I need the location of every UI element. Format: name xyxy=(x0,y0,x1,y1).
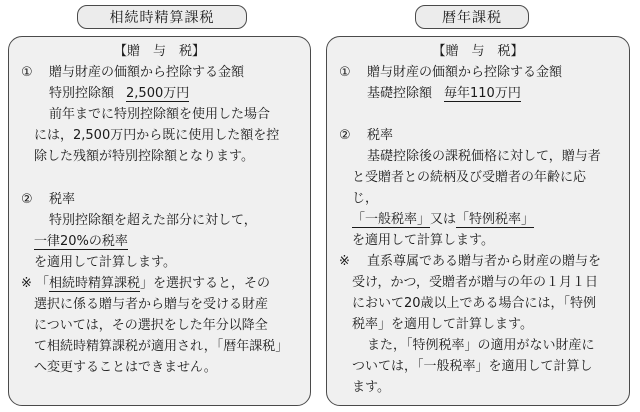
right-note-line: ついては，「一般税率」を適用して計算し xyxy=(352,359,593,374)
right-note-line: 税率」を適用して計算します。 xyxy=(352,317,533,332)
right-note-line: 直系尊属である贈与者から財産の贈与を xyxy=(367,254,602,269)
right-note-line: また，「特例税率」の適用がない財産に xyxy=(367,338,595,353)
right-note-line: ます。 xyxy=(352,380,390,395)
left-sec2-title: 税率 xyxy=(49,192,76,207)
left-deduction-row xyxy=(49,84,189,105)
seisan-kazei-panel xyxy=(8,36,311,406)
left-sec1-marker: ① xyxy=(21,65,33,80)
right-rate-tail: を適用して計算します。 xyxy=(352,233,494,248)
left-note-first-line xyxy=(36,274,270,295)
left-para1-line: には，2,500万円から既に使用した額を控 xyxy=(34,128,280,143)
right-sec2-title: 税率 xyxy=(367,128,394,143)
left-note-first-underlined: 相続時精算課税 xyxy=(49,276,141,291)
right-rate-line: 基礎控除後の課税価格に対して，贈与者 xyxy=(367,149,601,164)
right-rate-choice-a: 「一般税率」 xyxy=(352,212,431,227)
tab-rekinen-kazei-label: 暦年課税 xyxy=(442,10,502,26)
right-rate-choice-row xyxy=(352,210,534,231)
left-rate-lead: 特別控除額を超えた部分に対して， xyxy=(49,213,257,228)
left-rate-value: 一律20%の税率 xyxy=(34,234,128,249)
left-para1-line: 前年までに特別控除額を使用した場合 xyxy=(49,107,271,122)
tab-seisan-kazei-label: 相続時精算課税 xyxy=(109,10,215,26)
left-note-line: 選択に係る贈与者から贈与を受ける財産 xyxy=(34,297,269,312)
left-sec2-marker: ② xyxy=(21,192,33,207)
right-deduction-value: 毎年110万円 xyxy=(444,86,521,101)
right-heading: 【贈 与 税】 xyxy=(432,44,524,59)
right-sec1-title: 贈与財産の価額から控除する金額 xyxy=(367,65,563,80)
right-deduction-label: 基礎控除額 xyxy=(367,86,433,101)
left-note-line: て相続時精算課税が適用され，「暦年課税」 xyxy=(34,339,289,354)
left-heading: 【贈 与 税】 xyxy=(113,44,205,59)
right-rate-line: じ， xyxy=(352,191,379,206)
left-note-open-bracket: 「 xyxy=(36,276,50,291)
left-rate-value-row xyxy=(34,232,128,253)
right-sec2-marker: ② xyxy=(339,128,351,143)
right-rate-choice-mid: 又は xyxy=(430,212,457,227)
right-deduction-row xyxy=(367,84,521,105)
right-note-line: において20歳以上である場合には，「特例 xyxy=(352,296,597,311)
tab-rekinen-kazei xyxy=(415,5,529,29)
right-rate-line: と受贈者との続柄及び受贈者の年齢に応 xyxy=(352,170,587,185)
rekinen-kazei-panel xyxy=(326,36,630,406)
tab-seisan-kazei xyxy=(77,5,247,29)
left-note-marker: ※ xyxy=(21,276,32,291)
left-sec1-title: 贈与財産の価額から控除する金額 xyxy=(49,65,245,80)
right-note-line: 受け，かつ，受贈者が贈与の年の１月１日 xyxy=(352,275,598,290)
left-note-line: については，その選択をした年分以降全 xyxy=(34,318,268,333)
left-deduction-value: 2,500万円 xyxy=(126,86,190,101)
left-deduction-label: 特別控除額 xyxy=(49,86,115,101)
left-rate-tail: を適用して計算します。 xyxy=(34,255,176,270)
right-rate-choice-b: 「特例税率」 xyxy=(456,212,535,227)
right-note-marker: ※ xyxy=(339,254,350,269)
left-note-line: へ変更することはできません。 xyxy=(34,360,217,375)
right-sec1-marker: ① xyxy=(339,65,351,80)
left-note-first-rest: 」を選択すると，その xyxy=(140,276,271,291)
left-para1-line: 除した残額が特別控除額となります。 xyxy=(34,149,254,164)
